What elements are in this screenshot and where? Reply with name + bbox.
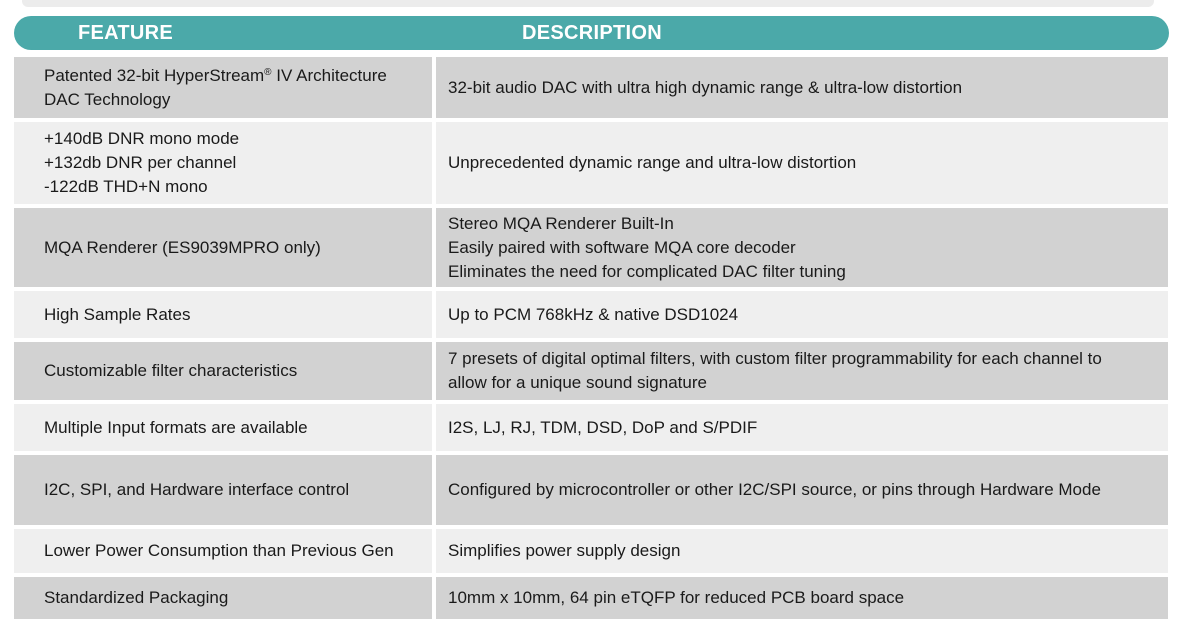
feature-table [14,57,1168,623]
description-cell [436,577,1168,619]
feature-line: High Sample Rates [44,304,191,324]
feature-line: Standardized Packaging [44,588,229,607]
description-cell [436,342,1168,400]
description-line: 10mm x 10mm, 64 pin eTQFP for reduced PCB board space [448,588,905,607]
feature-cell [14,529,432,573]
description-line: Unprecedented dynamic range and ultra-low distortion [448,153,857,172]
description-cell [436,291,1168,338]
description-cell [436,122,1168,204]
table-row [14,122,1168,204]
feature-line: I2C, SPI, and Hardware interface control [44,480,350,499]
feature-line: MQA Renderer (ES9039MPRO only) [44,237,321,257]
description-column-header: DESCRIPTION [522,22,662,44]
feature-line: +140dB DNR mono mode [44,129,240,148]
table-header [14,16,1169,50]
table-row [14,577,1168,619]
feature-cell [14,291,432,338]
description-cell [436,529,1168,573]
description-cell [436,57,1168,118]
feature-cell [14,122,432,204]
description-line: Stereo MQA Renderer Built-In [448,213,674,233]
feature-cell [14,342,432,400]
description-cell [436,404,1168,451]
feature-column-header: FEATURE [78,22,174,44]
description-line: 7 presets of digital optimal filters, with custom filter programmability for each channel to [448,349,1102,368]
feature-line: DAC Technology [44,89,171,109]
table-row [14,57,1168,118]
description-line: allow for a unique sound signature [448,373,707,392]
description-line: Easily paired with software MQA core decoder [448,237,796,257]
table-row [14,529,1168,573]
feature-line: +132db DNR per channel [44,153,237,172]
feature-cell [14,404,432,451]
description-line: Eliminates the need for complicated DAC filter tuning [448,261,846,281]
table-row [14,404,1168,451]
table-row [14,455,1168,525]
feature-line: Customizable filter characteristics [44,361,298,380]
feature-line: Patented 32-bit HyperStream® IV Architecture [44,65,387,85]
description-cell [436,455,1168,525]
description-line: I2S, LJ, RJ, TDM, DSD, DoP and S/PDIF [448,417,758,437]
feature-cell [14,57,432,118]
table-row [14,342,1168,400]
feature-line: Lower Power Consumption than Previous Gen [44,541,394,560]
description-line: Simplifies power supply design [448,541,681,560]
table-row [14,208,1168,287]
feature-line: -122dB THD+N mono [44,177,208,196]
top-strip [22,0,1154,7]
feature-cell [14,455,432,525]
table-row [14,291,1168,338]
feature-line: Multiple Input formats are available [44,417,308,437]
description-line: 32-bit audio DAC with ultra high dynamic range & ultra-low distortion [448,77,963,97]
feature-cell [14,577,432,619]
description-line: Up to PCM 768kHz & native DSD1024 [448,304,739,324]
feature-cell [14,208,432,287]
description-line: Configured by microcontroller or other I2C/SPI source, or pins through Hardware Mode [448,480,1101,499]
description-cell [436,208,1168,287]
